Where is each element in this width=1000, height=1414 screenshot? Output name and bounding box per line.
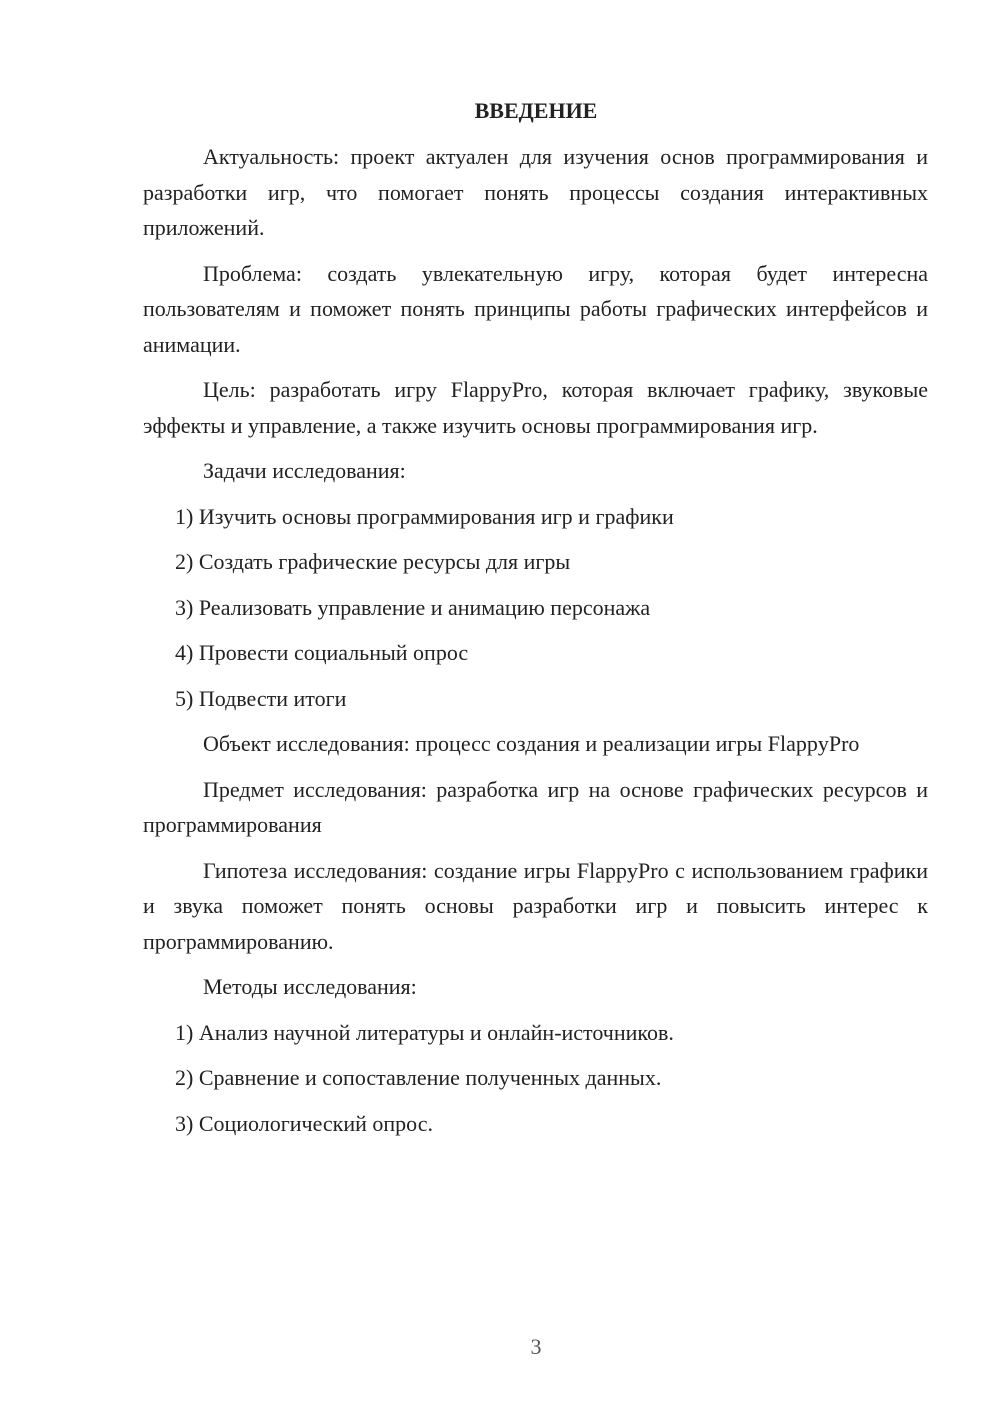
paragraph-problem: Проблема: создать увлекательную игру, которая будет интересна пользователям и поможет понять принципы работы графических интерфейсов и анимации.	[143, 260, 928, 357]
list-item-task-4: 4) Провести социальный опрос	[175, 640, 469, 665]
paragraph-hypothesis: Гипотеза исследования: создание игры FlappyPro с использованием графики и звука поможет понять основы разработки игр и повысить интерес к программированию.	[143, 857, 928, 954]
document-body	[143, 139, 928, 1151]
list-item-method-3: 3) Социологический опрос.	[175, 1110, 433, 1136]
page-title: ВВЕДЕНИЕ	[474, 98, 598, 123]
paragraph-object: Объект исследования: процесс создания и реализации игры FlappyPro	[203, 731, 860, 756]
paragraph-methods-heading: Методы исследования:	[203, 974, 417, 999]
list-item-task-3: 3) Реализовать управление и анимацию персонажа	[175, 594, 651, 620]
paragraph-relevance: Актуальность: проект актуален для изучения основ программирования и разработки игр, что помогает понять процессы создания интерактивных приложений.	[143, 144, 928, 240]
list-item-method-2: 2) Сравнение и сопоставление полученных данных.	[175, 1065, 662, 1090]
list-item-method-1: 1) Анализ научной литературы и онлайн-источников.	[175, 1019, 674, 1045]
paragraph-tasks-heading: Задачи исследования:	[203, 458, 406, 483]
list-item-task-1: 1) Изучить основы программирования игр и графики	[175, 503, 674, 529]
paragraph-subject: Предмет исследования: разработка игр на основе графических ресурсов и программирования	[143, 776, 928, 837]
page-number: 3	[530, 1334, 542, 1359]
list-item-task-2: 2) Создать графические ресурсы для игры	[175, 549, 571, 574]
list-item-task-5: 5) Подвести итоги	[175, 685, 347, 711]
paragraph-goal: Цель: разработать игру FlappyPro, которая включает графику, звуковые эффекты и управление, а также изучить основы программирования игр.	[143, 377, 928, 438]
